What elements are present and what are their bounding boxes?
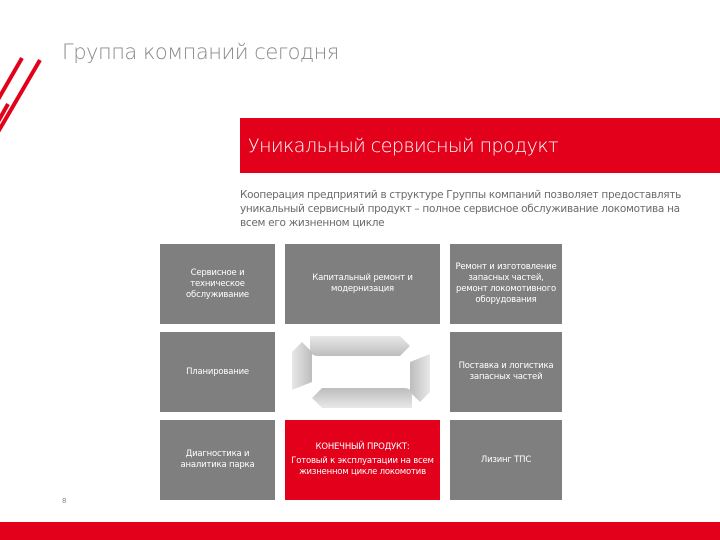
cell-final-product [285, 420, 440, 500]
final-product-text: Готовый к эксплуатации на всем жизненном цикле локомотив [291, 456, 434, 477]
cell-planning-label: Планирование [186, 366, 249, 377]
cell-service-label: Сервисное и техническое обслуживание [186, 267, 249, 300]
cell-logistics [450, 332, 562, 412]
cell-overhaul-label: Капитальный ремонт и модернизация [312, 273, 413, 294]
cell-leasing [450, 420, 562, 500]
intro-paragraph: Кооперация предприятий в структуре Группы компаний позволяет предоставлять уникальный сервисный продукт – полное сервисное обслуживание локомотива на всем его жизненном цикле [240, 189, 682, 229]
cell-leasing-label: Лизинг ТПС [480, 454, 532, 465]
cell-service [160, 244, 275, 324]
final-product-title: КОНЕЧНЫЙ ПРОДУКТ: [315, 442, 410, 452]
diagonal-stripes-decoration [0, 40, 60, 140]
page-title: Группа компаний сегодня [62, 40, 339, 64]
cell-repair [450, 244, 562, 324]
page-number: 8 [62, 497, 67, 505]
cell-diagnostics-label: Диагностика и аналитика парка [180, 449, 255, 470]
cell-repair-label: Ремонт и изготовление запасных частей, ремонт локомотивного оборудования [455, 262, 557, 305]
cycle-arrows-icon [288, 332, 434, 412]
cell-logistics-label: Поставка и логистика запасных частей [458, 361, 554, 382]
banner-title: Уникальный сервисный продукт [248, 135, 559, 157]
title-banner [240, 118, 720, 173]
footer-bar [0, 522, 720, 540]
cell-planning [160, 332, 275, 412]
cell-overhaul [285, 244, 440, 324]
cell-diagnostics [160, 420, 275, 500]
